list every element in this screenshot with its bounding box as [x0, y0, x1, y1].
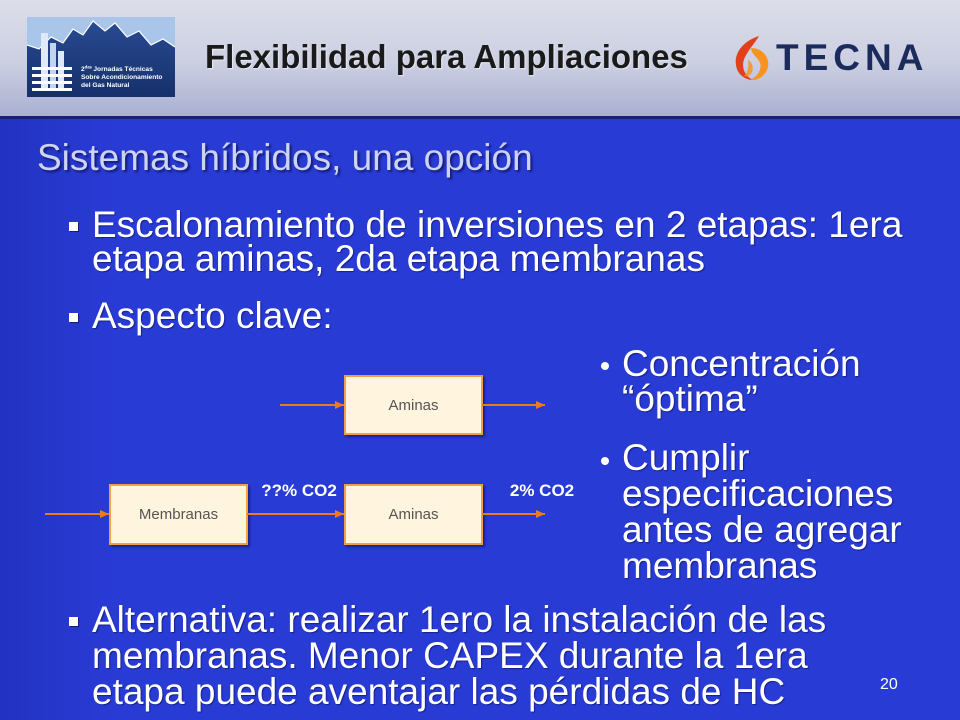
square-bullet-icon	[69, 617, 78, 626]
bullet-line: Alternativa: realizar 1ero la instalación de las	[92, 599, 827, 640]
key-aspect-line: membranas	[622, 545, 818, 586]
event-logo-ordinal-suffix: das	[84, 64, 92, 70]
event-logo-line3: del Gas Natural	[81, 82, 130, 89]
key-aspect-line: especificaciones	[622, 473, 894, 514]
bullet-line: Escalonamiento de inversiones en 2 etapas: 1era	[92, 204, 903, 245]
process-diagram	[40, 370, 600, 550]
bullet-line: Aspecto clave:	[92, 295, 333, 336]
option2-membrane-label: Membranas	[138, 506, 219, 523]
option2-amine-label: Aminas	[388, 506, 439, 523]
key-aspect-specifications	[622, 437, 902, 586]
event-logo	[27, 17, 175, 97]
page-number: 20	[880, 676, 898, 693]
dot-bullet-icon	[601, 457, 609, 465]
key-aspect-concentration	[622, 343, 861, 419]
square-bullet-icon	[69, 313, 78, 322]
bullet-line: etapa puede aventajar las pérdidas de HC	[92, 671, 786, 712]
slide-header	[0, 0, 960, 116]
bullet-line: etapa aminas, 2da etapa membranas	[92, 238, 705, 279]
event-logo-line1-text: Jornadas Técnicas	[93, 66, 153, 73]
bullet-line: membranas. Menor CAPEX durante la 1era	[92, 635, 808, 676]
key-aspect-line: Cumplir	[622, 437, 750, 478]
square-bullet-icon	[69, 222, 78, 231]
bullet-investment-staging	[92, 204, 903, 279]
dot-bullet-icon	[601, 362, 609, 370]
intermediate-co2-label: ??% CO2	[261, 481, 337, 500]
key-aspect-line: Concentración	[622, 343, 861, 384]
event-logo-ordinal: 2	[81, 66, 85, 73]
bullet-alternative	[92, 599, 827, 712]
tecna-logo-text: TECNA	[776, 37, 929, 78]
tecna-logo	[728, 34, 943, 84]
slide-title: Flexibilidad para Ampliaciones	[205, 38, 688, 75]
key-aspect-line: “óptima”	[622, 378, 758, 419]
outlet-co2-label: 2% CO2	[509, 481, 575, 500]
event-logo-line2: Sobre Acondicionamiento	[81, 74, 163, 81]
key-aspect-line: antes de agregar	[622, 509, 902, 550]
bullet-key-aspect	[92, 295, 333, 336]
flame-swirl-icon	[728, 34, 774, 82]
header-divider	[0, 116, 960, 119]
section-heading: Sistemas híbridos, una opción	[37, 137, 533, 178]
option1-amine-label: Aminas	[388, 397, 439, 414]
